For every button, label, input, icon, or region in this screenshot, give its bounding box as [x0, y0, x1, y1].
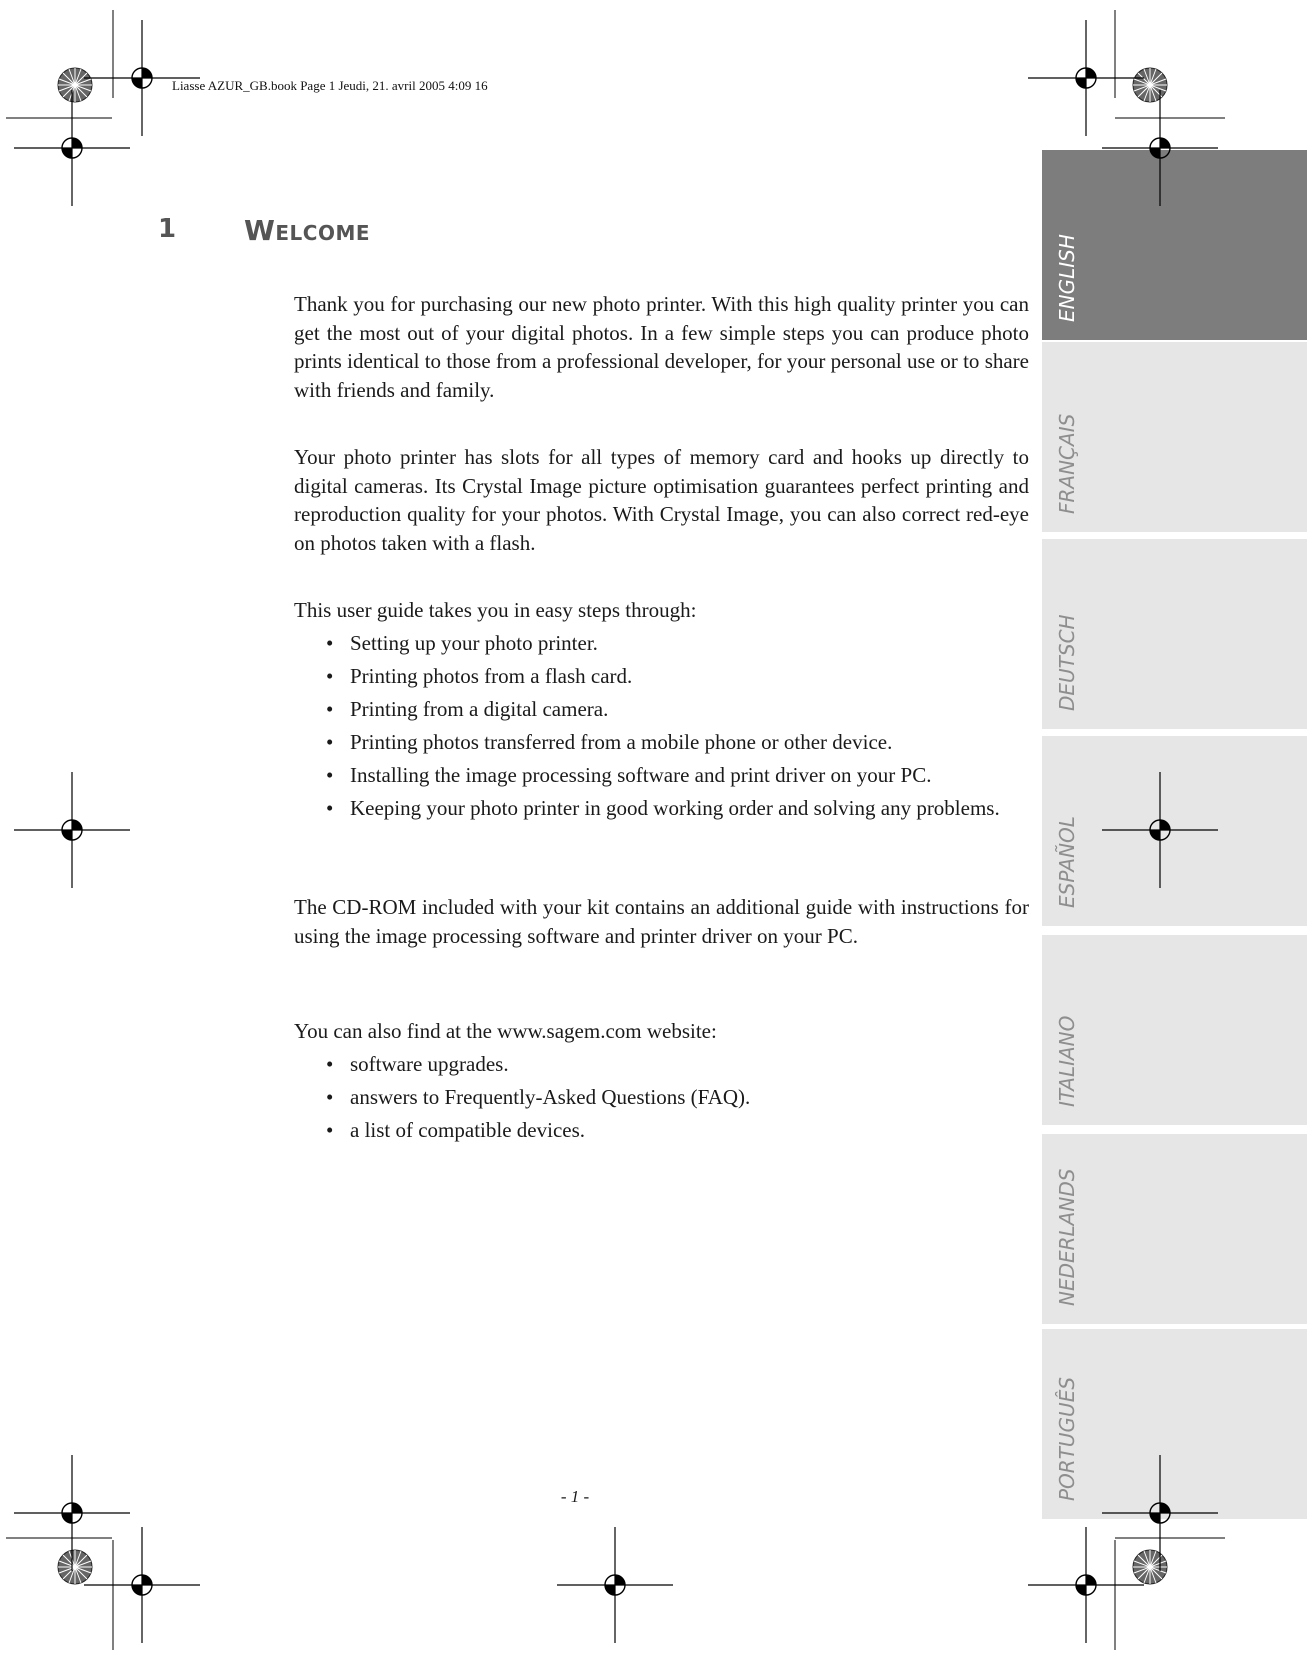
guide-intro-paragraph: This user guide takes you in easy steps through: — [294, 598, 697, 622]
list-item: • software upgrades. — [326, 1052, 509, 1076]
chapter-number: 1 — [158, 214, 177, 244]
registration-mark-icon — [14, 772, 130, 888]
registration-star-icon — [1133, 1550, 1167, 1584]
bullet-icon: • — [326, 664, 334, 688]
registration-mark-icon — [14, 90, 130, 206]
registration-mark-icon — [1028, 1527, 1144, 1643]
tab-label: NEDERLANDS — [1055, 1168, 1079, 1306]
tab-label: ENGLISH — [1055, 234, 1079, 322]
list-item: • Printing photos from a flash card. — [326, 664, 633, 688]
registration-star-icon — [58, 68, 92, 102]
list-item: • Printing from a digital camera. — [326, 697, 609, 721]
page-number: - 1 - — [560, 1487, 590, 1506]
list-item: • answers to Frequently-Asked Questions (FAQ). — [326, 1085, 751, 1109]
tab-label: PORTUGUÊS — [1055, 1376, 1079, 1501]
registration-mark-icon — [557, 1527, 673, 1643]
cdrom-paragraph: The CD-ROM included with your kit contains an additional guide with instructions for using the image processing software and printer driver on your PC. — [294, 895, 1029, 948]
list-item: • Setting up your photo printer. — [326, 631, 598, 655]
registration-star-icon — [58, 1550, 92, 1584]
registration-mark-icon — [1102, 90, 1218, 206]
intro-paragraph: Thank you for purchasing our new photo printer. With this high quality printer you can get the most out of your digital photos. In a few simple steps you can produce photo prints identical to those from a professional developer, for your personal use or to share with friends and family. — [294, 292, 1029, 402]
tab-label: ITALIANO — [1055, 1015, 1079, 1107]
list-item: • Keeping your photo printer in good working order and solving any problems. — [326, 796, 1000, 820]
list-item: • Printing photos transferred from a mobile phone or other device. — [326, 730, 893, 754]
bullet-icon: • — [326, 763, 334, 787]
list-item: • Installing the image processing software and print driver on your PC. — [326, 763, 932, 787]
tab-label: ESPAÑOL — [1055, 816, 1079, 908]
registration-mark-icon — [1102, 1455, 1218, 1571]
bullet-icon: • — [326, 697, 334, 721]
bullet-icon: • — [326, 1052, 334, 1076]
registration-mark-icon — [84, 1527, 200, 1643]
registration-mark-icon — [1028, 20, 1144, 136]
tab-label: DEUTSCH — [1055, 614, 1079, 711]
print-header: Liasse AZUR_GB.book Page 1 Jeudi, 21. avril 2005 4:09 16 — [172, 78, 488, 93]
bullet-icon: • — [326, 796, 334, 820]
bullet-icon: • — [326, 1118, 334, 1142]
list-item: • a list of compatible devices. — [326, 1118, 586, 1142]
chapter-title: Welcome — [244, 214, 371, 247]
registration-mark-icon — [1102, 772, 1218, 888]
website-intro-paragraph: You can also find at the www.sagem.com website: — [294, 1019, 717, 1043]
bullet-icon: • — [326, 631, 334, 655]
registration-mark-icon — [84, 20, 200, 136]
features-paragraph: Your photo printer has slots for all types of memory card and hooks up directly to digital cameras. Its Crystal Image picture optimisation guarantees perfect printing and reproduction quality for your photos. With Crystal Image, you can also correct red-eye on photos taken with a flash. — [294, 445, 1029, 555]
tab-label: FRANÇAIS — [1055, 413, 1079, 514]
registration-star-icon — [1133, 68, 1167, 102]
bullet-icon: • — [326, 730, 334, 754]
bullet-icon: • — [326, 1085, 334, 1109]
